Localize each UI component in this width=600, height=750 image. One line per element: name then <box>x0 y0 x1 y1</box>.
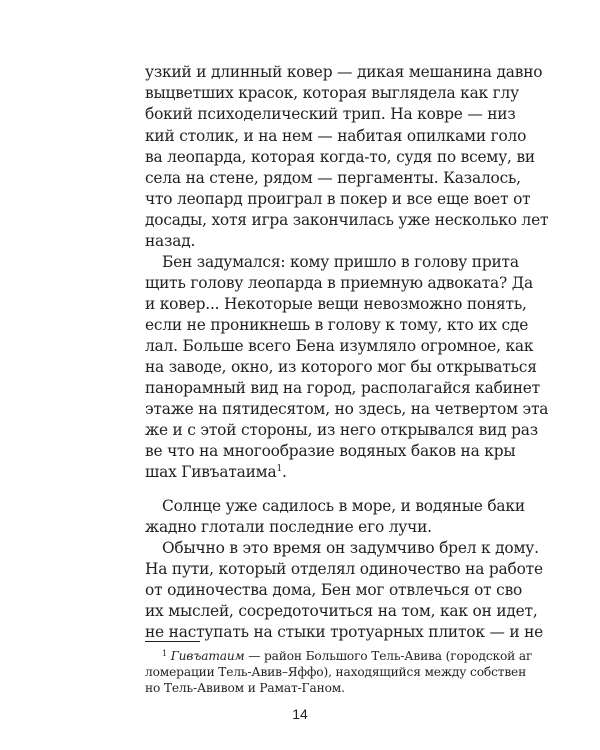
body-line: шах Гивъатаима$^1$. <box>145 463 287 481</box>
body-line: кий столик, и на нем — набитая опилками голо <box>145 127 527 145</box>
footnote-line <box>162 648 532 664</box>
body-line: же и с этой стороны, из него открывался вид раз <box>145 421 538 439</box>
footnote-marker: 1 <box>162 649 167 658</box>
body-line: села на стене, рядом — пергаменты. Казалось, <box>145 169 521 187</box>
body-line: узкий и длинный ковер — дикая мешанина давно <box>145 63 543 81</box>
body-line: Бен задумался: кому пришло в голову прита <box>162 253 519 271</box>
body-line: жадно глотали последние его лучи. <box>145 518 432 536</box>
body-line: от одиночества дома, Бен мог отвлечься от сво <box>145 581 523 599</box>
body-line: ве что на многообразие водяных баков на кры <box>145 442 516 460</box>
body-line: досады, хотя игра закончилась уже несколько лет <box>145 211 549 229</box>
body-line: Солнце уже садилось в море, и водяные баки <box>162 497 525 515</box>
body-line: на заводе, окно, из которого мог бы открываться <box>145 358 537 376</box>
page-number: 14 <box>292 706 308 722</box>
body-line: их мыслей, сосредоточиться на том, как он идет, <box>145 602 538 620</box>
body-line: не наступать на стыки тротуарных плиток — и не <box>145 623 544 641</box>
body-line-text: шах Гивъатаима <box>145 463 277 481</box>
body-line: этаже на пятидесятом, но здесь, на четвертом эта <box>145 400 549 418</box>
body-line: ва леопарда, которая когда-то, судя по всему, ви <box>145 148 535 166</box>
footnote-line: но Тель-Авивом и Рамат-Ганом. <box>145 681 345 695</box>
footnote-divider <box>145 641 200 642</box>
body-line: щить голову леопарда в приемную адвоката? Да <box>145 274 534 292</box>
body-line: если не проникнешь в голову к тому, кто их сде <box>145 316 529 334</box>
footnote-reference[interactable]: 1 <box>276 464 282 474</box>
footnote-term: Гивъатаим <box>170 649 245 663</box>
body-line: бокий психоделический трип. На ковре — низ <box>145 105 516 123</box>
body-line: назад. <box>145 232 196 250</box>
body-line: панорамный вид на город, располагайся кабинет <box>145 379 540 397</box>
body-line: что леопард проиграл в покер и все еще воет от <box>145 190 531 208</box>
footnote-text: — район Большого Тель-Авива (городской аг <box>244 649 533 663</box>
body-line: и ковер... Некоторые вещи невозможно понять, <box>145 295 527 313</box>
footnote-line: ломерации Тель-Авив–Яффо), находящийся между собствен <box>145 665 527 679</box>
body-line: лал. Больше всего Бена изумляло огромное, как <box>145 337 534 355</box>
body-line: На пути, который отделял одиночество на работе <box>145 560 543 578</box>
body-line: выцветших красок, которая выглядела как глу <box>145 84 519 102</box>
body-line: Обычно в это время он задумчиво брел к дому. <box>162 539 539 557</box>
